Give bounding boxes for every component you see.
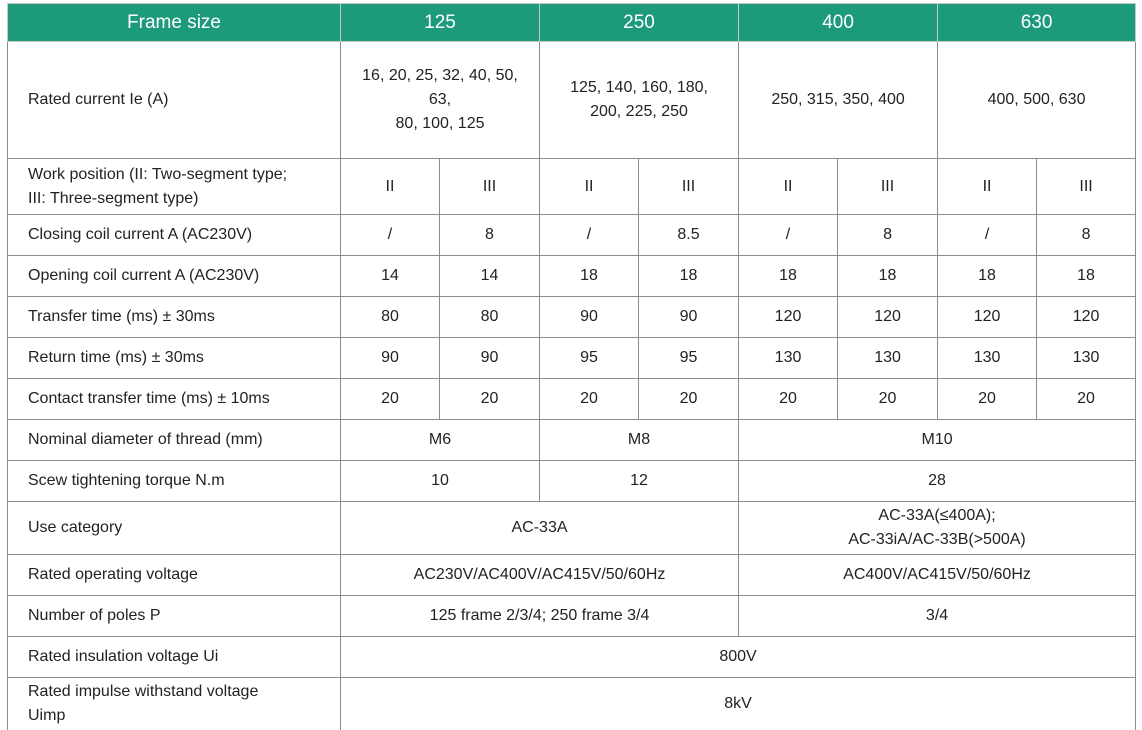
frame-630-header: 630 [938,4,1136,42]
table-cell: 800V [341,637,1136,678]
table-cell: 80 [341,297,440,338]
table-cell: 20 [341,379,440,420]
table-cell: / [540,215,639,256]
table-cell: 20 [739,379,838,420]
table-cell: 120 [838,297,938,338]
table-cell: 120 [739,297,838,338]
table-cell: 20 [440,379,540,420]
torque-row [8,461,1136,502]
row-label: Number of poles P [8,596,341,637]
row-label: Contact transfer time (ms) ± 10ms [8,379,341,420]
specs-table [7,3,1136,730]
frame-400-header: 400 [739,4,938,42]
table-cell: 80 [440,297,540,338]
use-category-row [8,502,1136,555]
table-cell: 18 [639,256,739,297]
table-cell: M6 [341,420,540,461]
row-label: Use category [8,502,341,555]
table-cell: 8kV [341,678,1136,730]
table-cell: AC400V/AC415V/50/60Hz [739,555,1136,596]
thread-row [8,420,1136,461]
row-label: Rated operating voltage [8,555,341,596]
table-cell: 14 [440,256,540,297]
rated-current-250: 125, 140, 160, 180, 200, 225, 250 [540,42,739,159]
table-cell: 90 [341,338,440,379]
header-row [8,4,1136,42]
table-cell: 95 [639,338,739,379]
table-cell: 130 [1037,338,1136,379]
table-cell: 20 [639,379,739,420]
table-cell: 95 [540,338,639,379]
table-cell: 12 [540,461,739,502]
table-cell: II [341,159,440,215]
table-cell: II [739,159,838,215]
row-label: Scew tightening torque N.m [8,461,341,502]
table-cell: III [838,159,938,215]
frame-125-header: 125 [341,4,540,42]
table-cell: / [938,215,1037,256]
table-cell: 18 [938,256,1037,297]
rated-current-630: 400, 500, 630 [938,42,1136,159]
table-cell: 3/4 [739,596,1136,637]
table-cell: / [341,215,440,256]
row-label: Transfer time (ms) ± 30ms [8,297,341,338]
table-cell: 130 [838,338,938,379]
work-position-row [8,159,1136,215]
return-time-row [8,338,1136,379]
table-cell: AC230V/AC400V/AC415V/50/60Hz [341,555,739,596]
rated-current-400: 250, 315, 350, 400 [739,42,938,159]
row-label: Opening coil current A (AC230V) [8,256,341,297]
table-cell: 90 [639,297,739,338]
rated-current-row [8,42,1136,159]
table-cell: 18 [739,256,838,297]
table-cell: M8 [540,420,739,461]
table-cell: 130 [938,338,1037,379]
insulation-voltage-row [8,637,1136,678]
table-cell: 10 [341,461,540,502]
table-cell: 20 [1037,379,1136,420]
frame-250-header: 250 [540,4,739,42]
poles-row [8,596,1136,637]
table-cell: AC-33A(≤400A); AC-33iA/AC-33B(>500A) [739,502,1136,555]
table-cell: 8 [1037,215,1136,256]
table-cell: II [938,159,1037,215]
row-label: Nominal diameter of thread (mm) [8,420,341,461]
table-cell: 125 frame 2/3/4; 250 frame 3/4 [341,596,739,637]
table-cell: 130 [739,338,838,379]
table-cell: III [639,159,739,215]
table-cell: / [739,215,838,256]
table-cell: 90 [440,338,540,379]
table-cell: 14 [341,256,440,297]
table-cell: II [540,159,639,215]
table-cell: AC-33A [341,502,739,555]
row-label: Work position (II: Two-segment type; III: Three-segment type) [8,159,341,215]
table-cell: 8 [440,215,540,256]
table-cell: 20 [838,379,938,420]
frame-size-header: Frame size [8,4,341,42]
table-cell: III [1037,159,1136,215]
row-label: Rated insulation voltage Ui [8,637,341,678]
rated-current-125: 16, 20, 25, 32, 40, 50, 63, 80, 100, 125 [341,42,540,159]
row-label: Rated impulse withstand voltage Uimp [8,678,341,730]
table-cell: 20 [938,379,1037,420]
table-cell: 18 [838,256,938,297]
transfer-time-row [8,297,1136,338]
table-cell: 20 [540,379,639,420]
table-cell: M10 [739,420,1136,461]
row-label: Closing coil current A (AC230V) [8,215,341,256]
table-cell: 18 [1037,256,1136,297]
table-cell: 8 [838,215,938,256]
table-cell: 18 [540,256,639,297]
impulse-voltage-row [8,678,1136,730]
operating-voltage-row [8,555,1136,596]
table-cell: 8.5 [639,215,739,256]
table-cell: 120 [1037,297,1136,338]
opening-coil-row [8,256,1136,297]
row-label: Return time (ms) ± 30ms [8,338,341,379]
table-cell: 28 [739,461,1136,502]
row-label: Rated current Ie (A) [8,42,341,159]
table-cell: 90 [540,297,639,338]
contact-transfer-row [8,379,1136,420]
closing-coil-row [8,215,1136,256]
table-cell: III [440,159,540,215]
table-cell: 120 [938,297,1037,338]
